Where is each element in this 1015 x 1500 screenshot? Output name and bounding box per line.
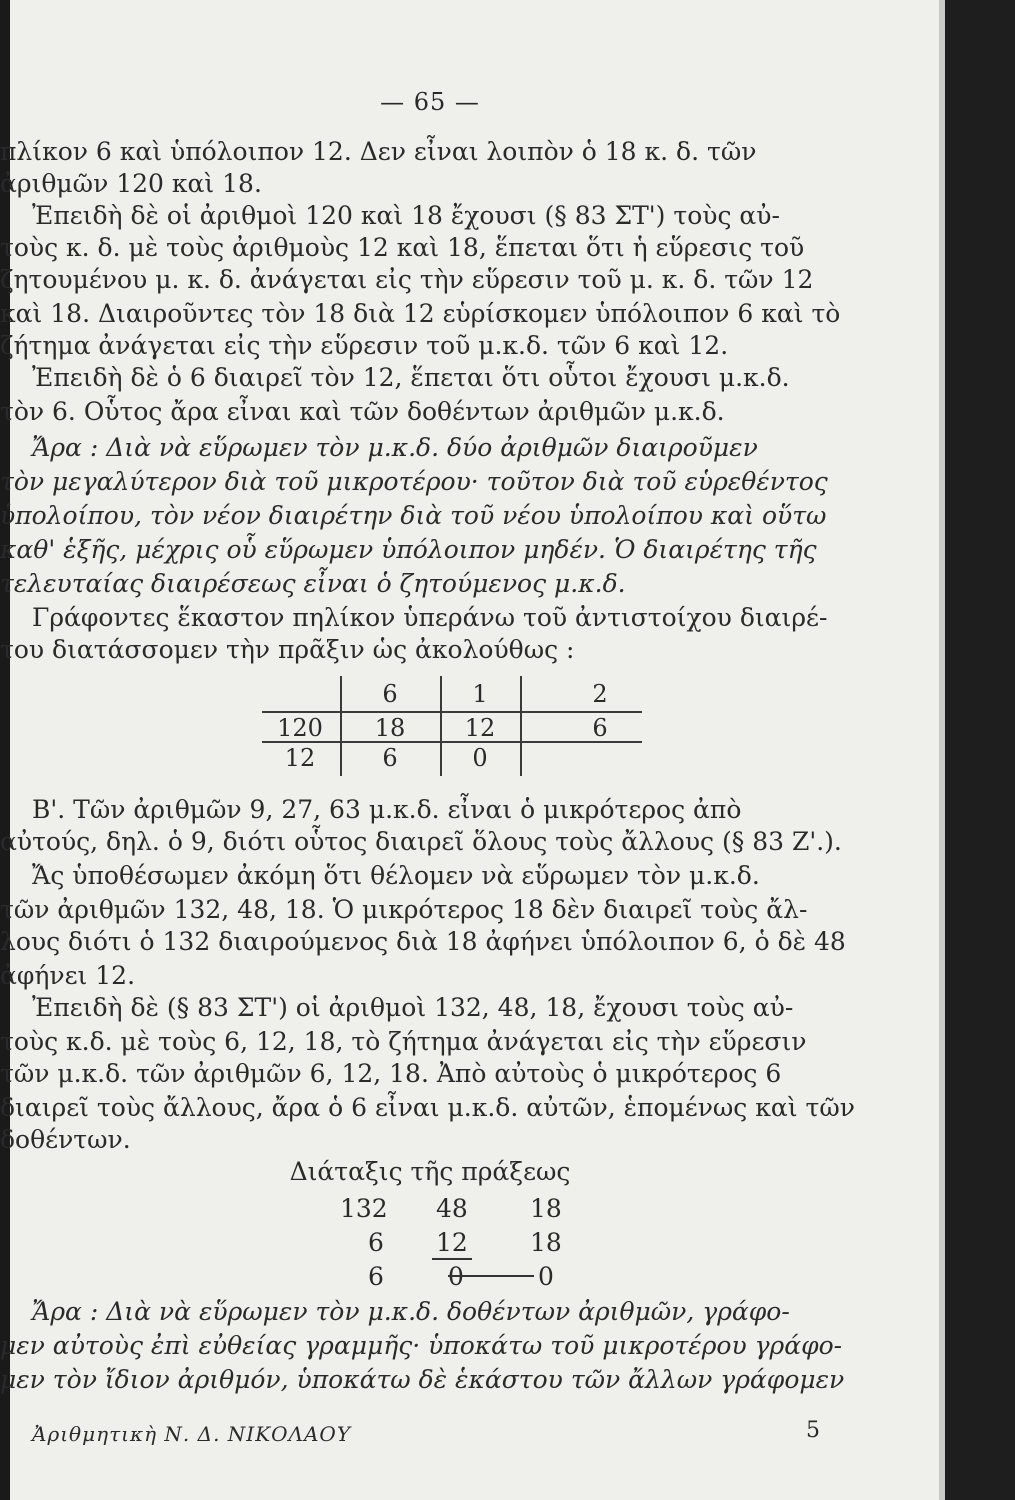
arrangement-cell: 0 bbox=[538, 1262, 554, 1291]
table-rule bbox=[440, 676, 442, 776]
scan-edge-right bbox=[945, 0, 1015, 1500]
text-line: Β'. Τῶν ἀριθμῶν 9, 27, 63 μ.κ.δ. εἶναι ὁ μικρότερος ἀπὸ bbox=[32, 795, 742, 824]
rule-text-line: τὸν μεγαλύτερον διὰ τοῦ μικροτέρου· τοῦτον διὰ τοῦ εὑρεθέντος bbox=[0, 467, 828, 496]
remainder-cell: 0 bbox=[472, 744, 488, 772]
quotient-cell: 1 bbox=[472, 680, 488, 708]
arrangement-cell: 18 bbox=[530, 1194, 562, 1223]
rule-text-line: μεν αὐτοὺς ἐπὶ εὐθείας γραμμῆς· ὑποκάτω τοῦ μικροτέρου γράφο- bbox=[0, 1331, 843, 1360]
text-line: καὶ 18. Διαιροῦντες τὸν 18 διὰ 12 εὑρίσκομεν ὑπόλοιπον 6 καὶ τὸ bbox=[0, 299, 841, 328]
text-line: Ἐπειδὴ δὲ ὁ 6 διαιρεῖ τὸν 12, ἕπεται ὅτι οὗτοι ἔχουσι μ.κ.δ. bbox=[32, 363, 790, 392]
table-rule bbox=[262, 711, 642, 713]
text-line: Ἐπειδὴ δὲ οἱ ἀριθμοὶ 120 καὶ 18 ἔχουσι (§ 83 ΣΤ') τοὺς αὐ- bbox=[32, 201, 780, 230]
rule-text-line: τελευταίας διαιρέσεως εἶναι ὁ ζητούμενος μ.κ.δ. bbox=[0, 569, 626, 598]
text-line: τοὺς κ.δ. μὲ τοὺς 6, 12, 18, τὸ ζήτημα ἀνάγεται εἰς τὴν εὕρεσιν bbox=[0, 1027, 807, 1056]
text-line: δοθέντων. bbox=[0, 1125, 131, 1154]
text-line: ἀφήνει 12. bbox=[0, 961, 136, 990]
text-line: αὐτούς, δηλ. ὁ 9, διότι οὗτος διαιρεῖ ὅλους τοὺς ἄλλους (§ 83 Ζ'.). bbox=[0, 827, 842, 856]
arrangement-cell: 12 bbox=[436, 1228, 468, 1257]
rule-text-line: μεν τὸν ἴδιον ἀριθμόν, ὑποκάτω δὲ ἑκάστου τῶν ἄλλων γράφομεν bbox=[0, 1365, 845, 1394]
text-line: του διατάσσομεν τὴν πρᾶξιν ὡς ἀκολούθως : bbox=[0, 635, 575, 664]
divisor-cell: 12 bbox=[464, 714, 496, 742]
remainder-cell: 12 bbox=[284, 744, 316, 772]
text-line: ζήτημα ἀνάγεται εἰς τὴν εὕρεσιν τοῦ μ.κ.δ. τῶν 6 καὶ 12. bbox=[0, 331, 729, 360]
table-rule bbox=[340, 676, 342, 776]
text-line: Ἄς ὑποθέσωμεν ἀκόμη ὅτι θέλομεν νὰ εὕρωμεν τὸν μ.κ.δ. bbox=[32, 861, 760, 890]
text-line: ἀριθμῶν 120 καὶ 18. bbox=[0, 169, 262, 198]
rule-text-line: καθ' ἑξῆς, μέχρις οὗ εὕρωμεν ὑπόλοιπον μηδέν. Ὁ διαιρέτης τῆς bbox=[0, 535, 817, 564]
text-line: τῶν ἀριθμῶν 132, 48, 18. Ὁ μικρότερος 18 δὲν διαιρεῖ τοὺς ἄλ- bbox=[0, 895, 808, 924]
text-line: πλίκον 6 καὶ ὑπόλοιπον 12. Δεν εἶναι λοιπὸν ὁ 18 κ. δ. τῶν bbox=[0, 137, 757, 166]
divisor-cell: 18 bbox=[374, 714, 406, 742]
text-line: διαιρεῖ τοὺς ἄλλους, ἄρα ὁ 6 εἶναι μ.κ.δ. αὐτῶν, ἑπομένως καὶ τῶν bbox=[0, 1093, 855, 1122]
strike-rule bbox=[448, 1275, 534, 1277]
rule-text-line: Ἄρα : Διὰ νὰ εὕρωμεν τὸν μ.κ.δ. δύο ἀριθμῶν διαιροῦμεν bbox=[32, 433, 758, 462]
rule-text-line: ὑπολοίπου, τὸν νέον διαιρέτην διὰ τοῦ νέου ὑπολοίπου καὶ οὕτω bbox=[0, 501, 827, 530]
arrangement-cell: 6 bbox=[368, 1228, 384, 1257]
underline-rule bbox=[432, 1258, 472, 1260]
division-table bbox=[262, 676, 642, 776]
table-rule bbox=[520, 676, 522, 776]
page-number: — 65 — bbox=[380, 88, 480, 116]
text-line: τῶν μ.κ.δ. τῶν ἀριθμῶν 6, 12, 18. Ἀπὸ αὐτοὺς ὁ μικρότερος 6 bbox=[0, 1059, 782, 1088]
arrangement-cell: 48 bbox=[436, 1194, 468, 1223]
remainder-cell: 6 bbox=[382, 744, 398, 772]
quotient-cell: 2 bbox=[592, 680, 608, 708]
rule-text-line: Ἄρα : Διὰ νὰ εὕρωμεν τὸν μ.κ.δ. δοθέντων ἀριθμῶν, γράφο- bbox=[32, 1297, 790, 1326]
text-line: ζητουμένου μ. κ. δ. ἀνάγεται εἰς τὴν εὕρεσιν τοῦ μ. κ. δ. τῶν 12 bbox=[0, 265, 814, 294]
arrangement-cell: 132 bbox=[340, 1194, 388, 1223]
arrangement-cell: 6 bbox=[368, 1262, 384, 1291]
arrangement-cell: 18 bbox=[530, 1228, 562, 1257]
text-line: λους διότι ὁ 132 διαιρούμενος διὰ 18 ἀφήνει ὑπόλοιπον 6, ὁ δὲ 48 bbox=[0, 927, 846, 956]
quotient-cell: 6 bbox=[382, 680, 398, 708]
divisor-cell: 6 bbox=[592, 714, 608, 742]
divisor-cell: 120 bbox=[277, 714, 323, 742]
text-line: Γράφοντες ἕκαστον πηλίκον ὑπεράνω τοῦ ἀντιστοίχου διαιρέ- bbox=[32, 603, 828, 632]
text-line: τοὺς κ. δ. μὲ τοὺς ἀριθμοὺς 12 καὶ 18, ἕπεται ὅτι ἡ εὕρεσις τοῦ bbox=[0, 233, 805, 262]
footer-title: Ἀριθμητικὴ Ν. Δ. ΝΙΚΟΛΑΟΥ bbox=[32, 1422, 352, 1446]
signature-number: 5 bbox=[806, 1418, 820, 1443]
arrangement-title: Διάταξις τῆς πράξεως bbox=[289, 1157, 571, 1186]
scan-edge-left bbox=[0, 0, 10, 1500]
text-line: τὸν 6. Οὗτος ἄρα εἶναι καὶ τῶν δοθέντων ἀριθμῶν μ.κ.δ. bbox=[0, 397, 725, 426]
text-line: Ἐπειδὴ δὲ (§ 83 ΣΤ') οἱ ἀριθμοὶ 132, 48, 18, ἔχουσι τοὺς αὐ- bbox=[32, 993, 794, 1022]
